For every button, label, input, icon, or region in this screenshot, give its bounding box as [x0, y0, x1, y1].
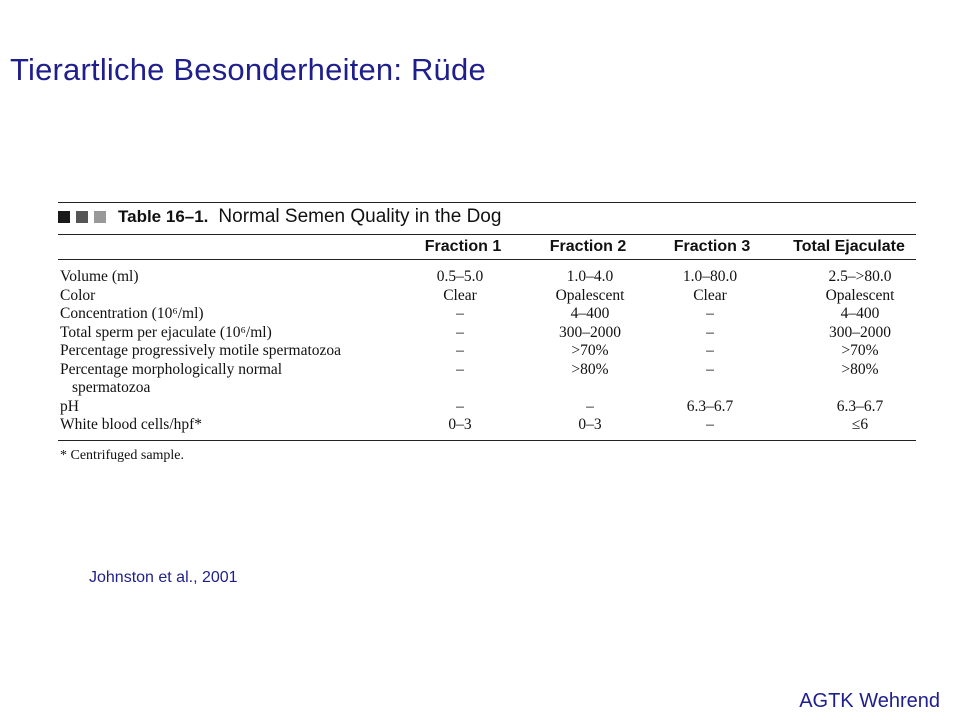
slide-title: Tierartliche Besonderheiten: Rüde — [10, 52, 486, 87]
column-header-fraction-2: Fraction 2 — [549, 238, 627, 255]
citation: Johnston et al., 2001 — [89, 569, 238, 586]
cell-fraction-3: – — [706, 360, 714, 378]
square-bullet-icon — [76, 211, 88, 223]
cell-fraction-3: – — [706, 416, 714, 433]
row-label: Concentration (10⁶/ml) — [60, 305, 204, 322]
row-label: Total sperm per ejaculate (10⁶/ml) — [60, 323, 272, 341]
cell-fraction-3: Clear — [693, 286, 727, 304]
row-label: White blood cells/hpf* — [60, 416, 203, 433]
table-row — [60, 398, 918, 417]
table-row — [60, 324, 918, 343]
table-body — [60, 268, 918, 435]
cell-fraction-1: – — [456, 323, 464, 341]
table-row — [60, 416, 918, 435]
table-caption — [58, 206, 501, 228]
cell-fraction-3: 1.0–80.0 — [682, 268, 738, 285]
cell-fraction-1: 0.5–5.0 — [436, 268, 484, 285]
table-number: Table 16–1. — [118, 207, 209, 226]
row-label: Color — [60, 286, 96, 304]
cell-total-ejaculate: 4–400 — [840, 305, 880, 322]
table-row — [60, 305, 918, 324]
cell-total-ejaculate: >80% — [841, 360, 879, 378]
scanned-table — [52, 194, 918, 474]
cell-fraction-2: 300–2000 — [559, 323, 621, 341]
cell-fraction-1: 0–3 — [448, 416, 472, 433]
cell-fraction-3: – — [706, 342, 714, 359]
table-row — [60, 342, 918, 361]
cell-total-ejaculate: 300–2000 — [829, 323, 891, 341]
cell-fraction-1: – — [456, 342, 464, 359]
cell-fraction-1: Clear — [443, 286, 477, 304]
header-bottom-rule — [58, 259, 916, 260]
header-top-rule — [58, 234, 916, 235]
cell-fraction-1: – — [456, 305, 464, 322]
row-label: pH — [60, 397, 79, 415]
row-label-line-1: Percentage morphologically normal — [60, 360, 283, 378]
cell-fraction-2: >70% — [571, 342, 609, 359]
author-credit: AGTK Wehrend — [799, 690, 940, 712]
cell-total-ejaculate: 6.3–6.7 — [836, 397, 884, 415]
cell-total-ejaculate: 2.5–>80.0 — [828, 268, 892, 285]
table-bottom-rule — [58, 440, 916, 441]
cell-total-ejaculate: >70% — [841, 342, 879, 359]
square-bullet-icon — [58, 211, 70, 223]
cell-fraction-2: Opalescent — [555, 286, 625, 304]
row-label: Percentage progressively motile spermatozoa — [60, 342, 342, 359]
table-row — [60, 287, 918, 306]
column-header-total-ejaculate: Total Ejaculate — [793, 238, 905, 255]
cell-fraction-1: – — [456, 360, 464, 378]
cell-total-ejaculate: ≤6 — [851, 416, 869, 433]
cell-fraction-2: >80% — [571, 360, 609, 378]
cell-fraction-2: 4–400 — [570, 305, 610, 322]
cell-fraction-3: 6.3–6.7 — [686, 397, 734, 415]
column-header-fraction-1: Fraction 1 — [424, 238, 502, 255]
cell-fraction-2: – — [586, 397, 594, 415]
cell-fraction-3: – — [706, 305, 714, 322]
table-row — [60, 268, 918, 287]
table-row — [60, 361, 918, 398]
table-caption-text: Normal Semen Quality in the Dog — [218, 206, 502, 227]
table-top-rule — [58, 202, 916, 203]
cell-fraction-1: – — [456, 397, 464, 415]
cell-fraction-3: – — [706, 323, 714, 341]
row-label: Volume (ml) — [60, 268, 139, 285]
cell-fraction-2: 0–3 — [578, 416, 602, 433]
row-label — [60, 361, 282, 397]
row-label-line-2: spermatozoa — [72, 378, 151, 396]
column-header-fraction-3: Fraction 3 — [673, 238, 751, 255]
table-footnote: * Centrifuged sample. — [60, 448, 185, 463]
cell-fraction-2: 1.0–4.0 — [566, 268, 614, 285]
cell-total-ejaculate: Opalescent — [825, 286, 895, 304]
square-bullet-icon — [94, 211, 106, 223]
